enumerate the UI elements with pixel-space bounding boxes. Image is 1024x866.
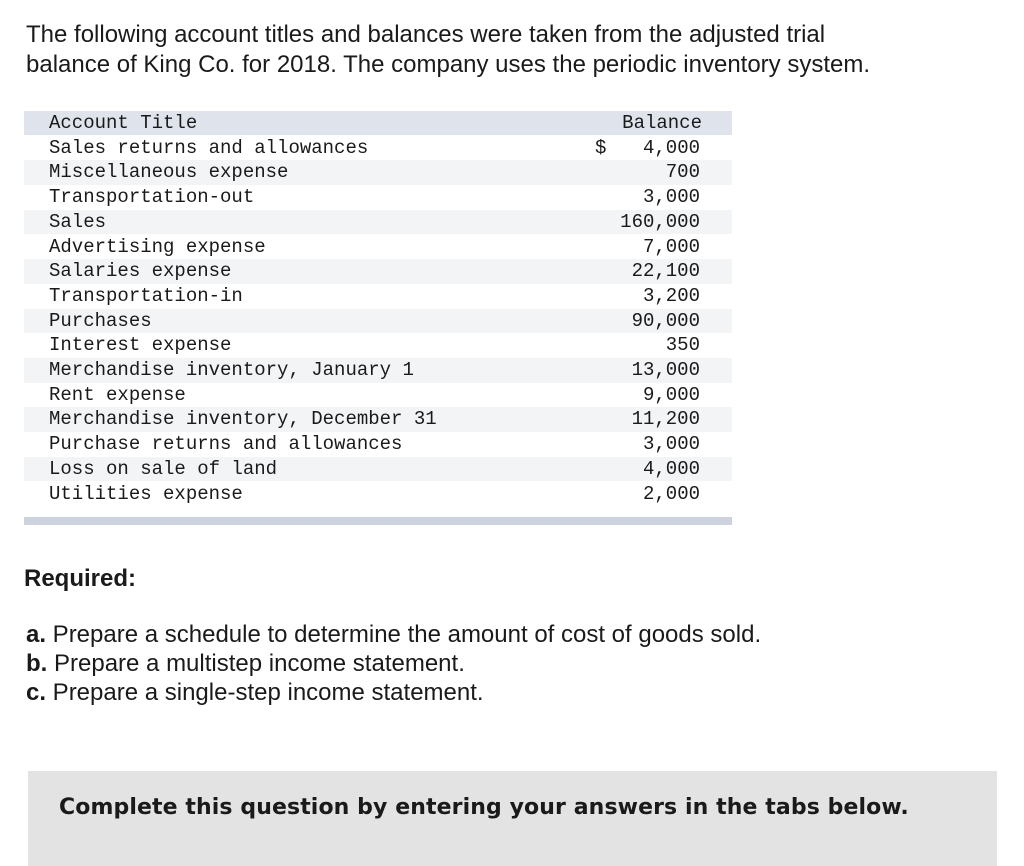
table-row xyxy=(24,259,732,284)
row-amount: 160,000 xyxy=(620,210,700,233)
row-amount: 11,200 xyxy=(631,408,700,431)
table-row xyxy=(24,185,732,210)
row-account-title: Utilities expense xyxy=(49,482,243,505)
instructions-text: Complete this question by entering your answers in the tabs below. xyxy=(59,795,909,820)
requirements-list xyxy=(26,620,761,707)
table-row xyxy=(24,457,732,482)
row-account-title: Transportation-out xyxy=(49,186,255,209)
table-footer-band xyxy=(24,517,732,525)
problem-intro xyxy=(26,20,986,80)
required-heading: Required: xyxy=(24,565,137,592)
row-amount: 90,000 xyxy=(631,309,700,332)
requirement-letter: a. xyxy=(26,621,47,648)
header-account-title: Account Title xyxy=(49,112,198,134)
row-amount: 22,100 xyxy=(631,260,700,283)
row-account-title: Purchases xyxy=(49,309,152,332)
table-row xyxy=(24,383,732,408)
instructions-banner xyxy=(28,771,997,866)
row-account-title: Advertising expense xyxy=(49,235,266,258)
table-row xyxy=(24,235,732,260)
row-account-title: Rent expense xyxy=(49,383,186,406)
header-balance: Balance xyxy=(622,112,702,134)
row-account-title: Loss on sale of land xyxy=(49,457,278,480)
requirement-text: Prepare a multistep income statement. xyxy=(47,650,465,677)
requirement-letter: b. xyxy=(26,650,48,677)
requirement-letter: c. xyxy=(26,679,47,706)
table-row xyxy=(24,210,732,235)
requirement-item-c xyxy=(26,678,761,707)
table-row xyxy=(24,136,732,161)
requirement-item-b xyxy=(26,649,761,678)
row-account-title: Sales xyxy=(49,210,107,233)
row-amount: 3,200 xyxy=(642,284,700,307)
intro-line-2: balance of King Co. for 2018. The company uses the periodic inventory system. xyxy=(26,51,871,78)
table-row xyxy=(24,309,732,334)
row-amount: 13,000 xyxy=(631,359,700,381)
table-row xyxy=(24,407,732,432)
row-amount: 7,000 xyxy=(642,235,700,258)
row-account-title: Interest expense xyxy=(49,334,232,357)
row-amount: 4,000 xyxy=(642,136,700,159)
row-amount: 9,000 xyxy=(642,383,700,406)
row-amount: 700 xyxy=(665,161,700,184)
table-row xyxy=(24,333,732,358)
row-amount: 4,000 xyxy=(642,457,700,480)
table-row xyxy=(24,358,732,383)
row-account-title: Salaries expense xyxy=(49,260,232,283)
table-row xyxy=(24,432,732,457)
row-account-title: Miscellaneous expense xyxy=(49,161,289,184)
table-row xyxy=(24,160,732,185)
row-amount: 2,000 xyxy=(642,482,700,505)
requirement-item-a xyxy=(26,620,761,649)
table-row xyxy=(24,284,732,309)
trial-balance-table xyxy=(24,111,732,525)
dollar-sign: $ xyxy=(595,136,607,159)
row-amount: 350 xyxy=(665,334,700,357)
requirement-text: Prepare a schedule to determine the amount of cost of goods sold. xyxy=(46,621,762,648)
row-account-title: Sales returns and allowances xyxy=(49,136,369,159)
table-row xyxy=(24,482,732,507)
row-account-title: Purchase returns and allowances xyxy=(49,433,403,456)
intro-line-1: The following account titles and balances were taken from the adjusted trial xyxy=(26,21,826,48)
requirement-text: Prepare a single-step income statement. xyxy=(46,679,484,706)
row-account-title: Merchandise inventory, January 1 xyxy=(49,359,414,381)
row-amount: 3,000 xyxy=(642,186,700,209)
row-account-title: Transportation-in xyxy=(49,284,243,307)
row-amount: 3,000 xyxy=(642,433,700,456)
table-header-row xyxy=(24,111,732,136)
row-account-title: Merchandise inventory, December 31 xyxy=(49,408,437,431)
